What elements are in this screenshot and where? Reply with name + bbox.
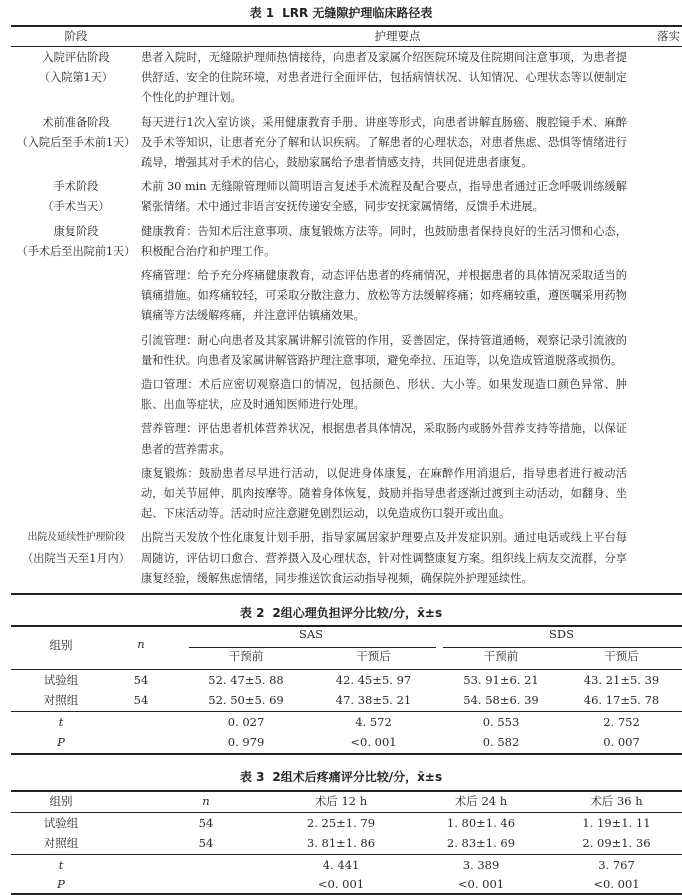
stat-value: <0. 001	[457, 877, 505, 891]
care-point-paragraph: 疼痛管理：给予充分疼痛健康教育，动态评估患者的疼痛情况，并根据患者的具体情况采取适当的镇痛措施。如疼痛较轻，可采取分散注意力、放松等方法缓解疼痛；如疼痛较重，遵医嘱采用药物镇痛等方法缓解疼痛，并注意评估镇痛效果。	[141, 269, 627, 323]
cell-value: 2. 25±1. 79	[306, 816, 376, 830]
table-row	[11, 813, 682, 833]
table1-header-rule	[11, 46, 682, 47]
stage-name: 康复阶段	[53, 224, 99, 238]
cell-value: 1. 19±1. 11	[582, 816, 651, 830]
cell-value: 46. 17±5. 78	[583, 693, 660, 707]
table3-caption	[0, 768, 682, 785]
care-point-paragraph: 患者入院时，无缝隙护理师热情接待，向患者及家属介绍医院环境及住院期间注意事项，为患者提供舒适、安全的住院环境，对患者进行全面评估，包括病情状况、认知情况、心理状态等以便制定个性化的护理计划。	[141, 51, 627, 105]
cell-value: 47. 38±5. 21	[335, 693, 412, 707]
stage-period: （入院后至手术前1天）	[16, 135, 136, 149]
cell-value: 43. 21±5. 39	[583, 673, 660, 687]
stat-value: <0. 001	[317, 877, 365, 891]
group-name: 对照组	[43, 836, 79, 850]
header-sas-before: 干预前	[228, 649, 264, 663]
n-value: 54	[133, 673, 149, 687]
stat-value: 4. 572	[355, 715, 392, 729]
table1-row	[11, 528, 682, 593]
header-sds: SDS	[549, 627, 574, 641]
table1-caption	[0, 4, 682, 21]
table3-header-row	[11, 791, 682, 811]
table1-row	[11, 113, 682, 178]
stat-label: t	[58, 858, 64, 872]
care-point-paragraph: 健康教育：告知术后注意事项、康复锻炼方法等。同时，也鼓励患者保持良好的生活习惯和心态，积极配合治疗和护理工作。	[141, 224, 627, 258]
header-sas: SAS	[298, 627, 324, 641]
table1-row	[11, 177, 682, 221]
table3-caption-number: 表 3	[239, 770, 265, 784]
implemented-cell	[627, 113, 682, 178]
table3-caption-title: 2组术后疼痛评分比较/分，x̄±s	[272, 770, 443, 784]
table2-bottom-rule	[11, 753, 682, 755]
implemented-cell	[627, 222, 682, 529]
cell-value: 1. 80±1. 46	[446, 816, 516, 830]
cell-value: 54. 58±6. 39	[463, 693, 539, 707]
table2-caption	[0, 604, 682, 621]
stat-value: 0. 553	[482, 715, 520, 729]
stage-cell	[11, 177, 141, 221]
table1-bottom-rule	[11, 593, 682, 595]
n-value: 54	[198, 836, 214, 850]
cell-value: 2. 83±1. 69	[446, 836, 516, 850]
header-sds-before: 干预前	[483, 649, 519, 663]
care-point-paragraph: 营养管理：评估患者机体营养状况，根据患者具体情况，采取肠内或肠外营养支持等措施，以保证患者的营养需求。	[141, 422, 627, 456]
stat-label: t	[58, 715, 64, 729]
care-points-cell	[141, 177, 627, 221]
header-12h: 术后 12 h	[314, 794, 368, 808]
stat-label: P	[57, 877, 65, 891]
stage-cell	[11, 222, 141, 529]
care-point-paragraph: 引流管理：耐心向患者及其家属讲解引流管的作用，妥善固定，保持管道通畅，观察记录引流液的量和性状。向患者及家属讲解管路护理注意事项，避免牵拉、压迫等，以免造成管道脱落或损伤。	[141, 333, 627, 367]
cell-value: 52. 50±5. 69	[208, 693, 284, 707]
table-row	[11, 833, 682, 853]
cell-value: 2. 09±1. 36	[582, 836, 651, 850]
stage-name: 术前准备阶段	[42, 115, 110, 129]
table3	[11, 790, 682, 894]
implemented-cell	[627, 177, 682, 221]
implemented-cell	[627, 528, 682, 593]
header-group: 组别	[49, 638, 73, 652]
table3-bottom-rule	[11, 893, 682, 895]
stat-value: 2. 752	[603, 715, 640, 729]
header-n: n	[137, 637, 145, 651]
care-point-paragraph: 出院当天发放个性化康复计划手册，指导家属居家护理要点及并发症识别。通过电话或线上平台每周随访，评估切口愈合、营养摄入及心理状态，针对性调整康复方案。组织线上病友交流群，分享康复经验，缓解焦虑情绪，同步推送饮食运动指导视频，确保院外护理延续性。	[141, 531, 627, 585]
table1-body	[11, 48, 682, 593]
header-sas-after: 干预后	[356, 649, 391, 663]
cell-value: 53. 91±6. 21	[463, 673, 539, 687]
stat-value: 3. 767	[598, 858, 635, 872]
stage-period: （出院当天至1月内）	[22, 551, 130, 565]
header-24h: 术后 24 h	[454, 794, 508, 808]
header-care-points: 护理要点	[374, 29, 421, 43]
stat-value: 0. 979	[227, 735, 265, 749]
cell-value: 42. 45±5. 97	[335, 673, 412, 687]
group-name: 试验组	[43, 816, 79, 830]
care-points-cell	[141, 528, 627, 593]
header-stage: 阶段	[64, 29, 88, 43]
header-group: 组别	[49, 794, 73, 808]
cell-value: 52. 47±5. 88	[208, 673, 284, 687]
stat-value: <0. 001	[350, 735, 397, 749]
care-point-paragraph: 康复锻炼：鼓励患者尽早进行活动，以促进身体康复，在麻醉作用消退后，指导患者进行被动活动，如关节屈伸、肌肉按摩等。随着身体恢复，鼓励并指导患者逐渐过渡到主动活动，如翻身、坐起、下床活动等。活动时应注意避免剧烈运动，以免造成伤口裂开或出血。	[141, 466, 627, 521]
header-n: n	[202, 794, 210, 808]
care-points-cell	[141, 222, 627, 529]
care-point-paragraph: 术前 30 min 无缝隙管理师以简明语言复述手术流程及配合要点，指导患者通过正念呼吸训练缓解紧张情绪。术中通过非语言安抚传递安全感，同步安抚家属情绪，反馈手术进展。	[141, 180, 627, 214]
stats-row-p	[11, 874, 682, 894]
header-36h: 术后 36 h	[590, 794, 643, 808]
table1-row	[11, 222, 682, 529]
stage-cell	[11, 48, 141, 113]
stats-row-p	[11, 732, 682, 752]
table1-row	[11, 48, 682, 113]
care-point-paragraph: 每天进行1次入室访谈，采用健康教育手册、讲座等形式，向患者讲解直肠癌、腹腔镜手术、麻醉及手术等知识，让患者充分了解和认识疾病。了解患者的心理状态，对患者焦虑、恐惧等情绪进行疏导，增强其对手术的信心，鼓励家属给予患者情感支持，共同促进患者康复。	[141, 115, 627, 170]
stage-name: 入院评估阶段	[42, 51, 110, 64]
stat-value: 0. 582	[482, 735, 520, 749]
table1-caption-title: LRR 无缝隙护理临床路径表	[282, 6, 433, 20]
stat-value: 4. 441	[322, 858, 360, 872]
group-name: 对照组	[43, 693, 79, 707]
stage-cell	[11, 113, 141, 178]
table2-caption-number: 表 2	[239, 606, 265, 620]
n-value: 54	[198, 816, 214, 830]
table1-header-row	[11, 26, 682, 46]
care-point-paragraph: 造口管理：术后应密切观察造口的情况，包括颜色、形状、大小等。如果发现造口颜色异常、肿胀、出血等症状，应及时通知医师进行处理。	[141, 378, 627, 412]
stat-value: 0. 027	[227, 715, 265, 729]
stats-row-t	[11, 712, 682, 732]
stage-period: （入院第1天）	[38, 71, 114, 85]
stage-period: （手术后至出院前1天）	[16, 244, 136, 258]
stage-name: 手术阶段	[53, 180, 99, 194]
stat-value: <0. 001	[593, 877, 640, 891]
stage-period: （手术当天）	[42, 200, 110, 214]
stage-cell	[11, 528, 141, 593]
care-points-cell	[141, 48, 627, 113]
table1-caption-number: 表 1	[249, 6, 275, 20]
table-row	[11, 690, 682, 710]
implemented-cell	[627, 48, 682, 113]
group-name: 试验组	[43, 673, 79, 687]
table-row	[11, 670, 682, 690]
stat-value: 3. 389	[462, 858, 500, 872]
header-implemented: 落实	[657, 29, 680, 43]
stat-label: P	[57, 735, 65, 749]
stat-value: 0. 007	[603, 735, 640, 749]
care-points-cell	[141, 113, 627, 178]
header-sds-after: 干预后	[604, 649, 639, 663]
table1	[11, 26, 682, 595]
table2-caption-title: 2组心理负担评分比较/分，x̄±s	[272, 606, 443, 620]
stats-row-t	[11, 855, 682, 875]
table2	[11, 625, 682, 753]
cell-value: 3. 81±1. 86	[306, 836, 376, 850]
n-value: 54	[133, 693, 149, 707]
stage-name: 出院及延续性护理阶段	[27, 532, 125, 544]
